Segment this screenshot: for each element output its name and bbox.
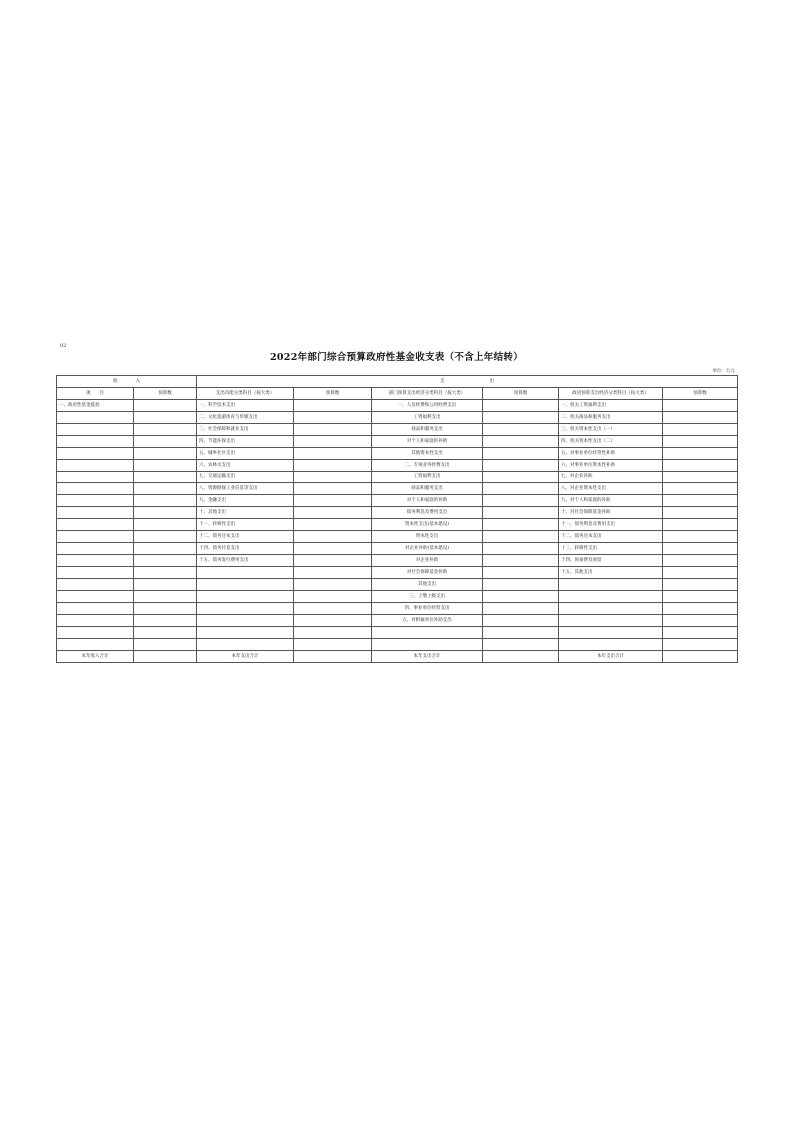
- amount-cell: [663, 650, 738, 662]
- amount-cell: [663, 495, 738, 507]
- income-item-cell: [57, 590, 134, 602]
- table-row: [57, 507, 738, 519]
- amount-cell: [294, 650, 372, 662]
- amount-cell: [663, 602, 738, 614]
- amount-cell: [483, 602, 559, 614]
- income-item-cell: [57, 578, 134, 590]
- amount-cell: [294, 543, 372, 555]
- table-row: [57, 447, 738, 459]
- func-item-cell: 十四、债务付息支出: [197, 543, 294, 555]
- amount-cell: [483, 543, 559, 555]
- table-row: [57, 531, 738, 543]
- amount-cell: [663, 459, 738, 471]
- amount-cell: [663, 423, 738, 435]
- func-total-label: 本年支出合计: [197, 650, 294, 662]
- amount-cell: [134, 590, 197, 602]
- table-row: [57, 435, 738, 447]
- func-item-cell: [197, 590, 294, 602]
- func-item-cell: [197, 578, 294, 590]
- amount-cell: [294, 435, 372, 447]
- col-amount-header: 预算数: [663, 387, 738, 399]
- table-row: [57, 578, 738, 590]
- gov-econ-item-cell: 六、对事业单位资本性补助: [559, 459, 663, 471]
- amount-cell: [294, 399, 372, 411]
- amount-cell: [483, 495, 559, 507]
- dept-econ-item-cell: 三、上缴上级支出: [372, 590, 483, 602]
- gov-econ-item-cell: 三、机关资本性支出（一）: [559, 423, 663, 435]
- income-item-cell: [57, 543, 134, 555]
- amount-cell: [294, 614, 372, 626]
- gov-econ-item-cell: 十三、转移性支出: [559, 543, 663, 555]
- income-item-cell: [57, 471, 134, 483]
- func-item-cell: 八、资源勘探工业信息等支出: [197, 483, 294, 495]
- income-item-cell: [57, 483, 134, 495]
- gov-econ-item-cell: 一、机关工资福利支出: [559, 399, 663, 411]
- amount-cell: [483, 423, 559, 435]
- gov-econ-item-cell: [559, 578, 663, 590]
- amount-cell: [663, 614, 738, 626]
- table-row: [57, 423, 738, 435]
- table-row: [57, 638, 738, 650]
- amount-cell: [294, 447, 372, 459]
- table-row: [57, 567, 738, 579]
- table-row: [57, 399, 738, 411]
- income-item-cell: [57, 626, 134, 638]
- amount-cell: [294, 495, 372, 507]
- amount-cell: [134, 638, 197, 650]
- func-item-cell: 五、城乡社区支出: [197, 447, 294, 459]
- amount-cell: [663, 435, 738, 447]
- amount-cell: [294, 471, 372, 483]
- table-row: [57, 555, 738, 567]
- amount-cell: [483, 638, 559, 650]
- gov-econ-item-cell: 十、对社会保障基金补助: [559, 507, 663, 519]
- amount-cell: [134, 555, 197, 567]
- amount-cell: [483, 567, 559, 579]
- dept-total-label: 本年支出合计: [372, 650, 483, 662]
- amount-cell: [134, 435, 197, 447]
- table-row: [57, 614, 738, 626]
- amount-cell: [294, 602, 372, 614]
- dept-econ-item-cell: 工资福利支出: [372, 471, 483, 483]
- income-item-cell: [57, 567, 134, 579]
- table-row: [57, 543, 738, 555]
- dept-econ-item-cell: 一、人员经费和公用经费支出: [372, 399, 483, 411]
- table-row: [57, 590, 738, 602]
- func-item-cell: 十、其他支出: [197, 507, 294, 519]
- func-item-cell: 九、金融支出: [197, 495, 294, 507]
- budget-table: [56, 375, 738, 663]
- income-item-cell: [57, 555, 134, 567]
- amount-cell: [483, 471, 559, 483]
- income-item-cell: [57, 614, 134, 626]
- dept-econ-item-cell: 对企业补助: [372, 555, 483, 567]
- dept-econ-item-cell: [372, 638, 483, 650]
- amount-cell: [663, 555, 738, 567]
- amount-cell: [134, 471, 197, 483]
- amount-cell: [483, 459, 559, 471]
- income-item-cell: [57, 411, 134, 423]
- dept-econ-item-cell: 其他支出: [372, 578, 483, 590]
- amount-cell: [663, 578, 738, 590]
- gov-econ-item-cell: [559, 614, 663, 626]
- gov-econ-item-cell: 十一、债务利息及费用支出: [559, 519, 663, 531]
- func-item-cell: [197, 602, 294, 614]
- header-row-columns: [57, 387, 738, 399]
- func-item-cell: 三、社会保障和就业支出: [197, 423, 294, 435]
- dept-econ-item-cell: 对社会保障基金补助: [372, 567, 483, 579]
- amount-cell: [663, 590, 738, 602]
- dept-econ-item-cell: 工资福利支出: [372, 411, 483, 423]
- dept-econ-item-cell: 对企业补助(基本建设): [372, 543, 483, 555]
- amount-cell: [134, 567, 197, 579]
- table-row: [57, 519, 738, 531]
- table-row: [57, 483, 738, 495]
- amount-cell: [483, 507, 559, 519]
- amount-cell: [483, 590, 559, 602]
- income-item-cell: [57, 531, 134, 543]
- gov-econ-item-cell: [559, 590, 663, 602]
- gov-econ-item-cell: 七、对企业补助: [559, 471, 663, 483]
- dept-econ-item-cell: 对个人和家庭的补助: [372, 435, 483, 447]
- col-dept-econ-header: 部门预算支出经济分类科目（按大类）: [372, 387, 483, 399]
- amount-cell: [663, 411, 738, 423]
- table-row: [57, 626, 738, 638]
- amount-cell: [294, 590, 372, 602]
- amount-cell: [134, 543, 197, 555]
- amount-cell: [134, 602, 197, 614]
- amount-cell: [483, 531, 559, 543]
- totals-row: [57, 650, 738, 662]
- amount-cell: [483, 650, 559, 662]
- amount-cell: [134, 399, 197, 411]
- dept-econ-item-cell: [372, 626, 483, 638]
- table-body: [57, 376, 738, 663]
- table-row: [57, 602, 738, 614]
- amount-cell: [134, 423, 197, 435]
- dept-econ-item-cell: 资本性支出(基本建设): [372, 519, 483, 531]
- func-item-cell: 十一、转移性支出: [197, 519, 294, 531]
- amount-cell: [483, 483, 559, 495]
- amount-cell: [663, 519, 738, 531]
- col-amount-header: 预算数: [483, 387, 559, 399]
- header-row-group: [57, 376, 738, 388]
- dept-econ-item-cell: 五、对附属单位补助支出: [372, 614, 483, 626]
- table-row: [57, 411, 738, 423]
- amount-cell: [294, 555, 372, 567]
- gov-econ-item-cell: [559, 638, 663, 650]
- amount-cell: [134, 483, 197, 495]
- income-item-cell: 一、政府性基金拨款: [57, 399, 134, 411]
- amount-cell: [294, 626, 372, 638]
- gov-econ-item-cell: 十二、债务还本支出: [559, 531, 663, 543]
- amount-cell: [663, 471, 738, 483]
- amount-cell: [294, 531, 372, 543]
- gov-econ-item-cell: 二、机关商品和服务支出: [559, 411, 663, 423]
- amount-cell: [663, 626, 738, 638]
- gov-econ-item-cell: 十四、预备费及预留: [559, 555, 663, 567]
- col-amount-header: 预算数: [294, 387, 372, 399]
- amount-cell: [483, 411, 559, 423]
- amount-cell: [663, 399, 738, 411]
- income-item-cell: [57, 435, 134, 447]
- income-item-cell: [57, 447, 134, 459]
- amount-cell: [294, 459, 372, 471]
- amount-cell: [294, 507, 372, 519]
- income-item-cell: [57, 459, 134, 471]
- amount-cell: [134, 614, 197, 626]
- expense-header: 支 出: [197, 376, 738, 388]
- amount-cell: [663, 507, 738, 519]
- amount-cell: [134, 578, 197, 590]
- amount-cell: [134, 411, 197, 423]
- amount-cell: [663, 447, 738, 459]
- amount-cell: [134, 626, 197, 638]
- amount-cell: [134, 519, 197, 531]
- amount-cell: [294, 519, 372, 531]
- amount-cell: [483, 578, 559, 590]
- table-row: [57, 471, 738, 483]
- page-title: 2022年部门综合预算政府性基金收支表（不含上年结转）: [269, 352, 524, 363]
- func-item-cell: 六、农林水支出: [197, 459, 294, 471]
- income-item-cell: [57, 519, 134, 531]
- amount-cell: [663, 483, 738, 495]
- income-item-cell: [57, 423, 134, 435]
- gov-econ-item-cell: [559, 602, 663, 614]
- gov-econ-item-cell: 十五、其他支出: [559, 567, 663, 579]
- amount-cell: [134, 495, 197, 507]
- dept-econ-item-cell: 商品和服务支出: [372, 423, 483, 435]
- amount-cell: [294, 411, 372, 423]
- func-item-cell: 二、文化旅游体育与传媒支出: [197, 411, 294, 423]
- func-item-cell: 四、节能环保支出: [197, 435, 294, 447]
- income-item-cell: [57, 602, 134, 614]
- amount-cell: [294, 638, 372, 650]
- amount-cell: [663, 531, 738, 543]
- dept-econ-item-cell: 资本性支出: [372, 531, 483, 543]
- dept-econ-item-cell: 二、专项业务经费支出: [372, 459, 483, 471]
- amount-cell: [294, 567, 372, 579]
- func-item-cell: [197, 567, 294, 579]
- func-item-cell: [197, 626, 294, 638]
- amount-cell: [134, 459, 197, 471]
- amount-cell: [483, 614, 559, 626]
- table-row: [57, 459, 738, 471]
- amount-cell: [483, 626, 559, 638]
- func-item-cell: [197, 614, 294, 626]
- amount-cell: [134, 650, 197, 662]
- dept-econ-item-cell: 商品和服务支出: [372, 483, 483, 495]
- income-header: 收 入: [57, 376, 197, 388]
- dept-econ-item-cell: 对个人和家庭的补助: [372, 495, 483, 507]
- dept-econ-item-cell: 四、事业单位经营支出: [372, 602, 483, 614]
- amount-cell: [294, 423, 372, 435]
- unit-label: 单位：万元: [712, 369, 735, 374]
- amount-cell: [483, 555, 559, 567]
- income-total-label: 本年收入合计: [57, 650, 134, 662]
- table-row: [57, 495, 738, 507]
- amount-cell: [663, 638, 738, 650]
- dept-econ-item-cell: 其他资本性支出: [372, 447, 483, 459]
- amount-cell: [663, 543, 738, 555]
- amount-cell: [134, 447, 197, 459]
- amount-cell: [663, 567, 738, 579]
- amount-cell: [483, 399, 559, 411]
- amount-cell: [294, 578, 372, 590]
- amount-cell: [134, 531, 197, 543]
- gov-econ-item-cell: [559, 626, 663, 638]
- func-item-cell: 十五、债务发行费用支出: [197, 555, 294, 567]
- income-item-cell: [57, 507, 134, 519]
- col-func-header: 支出功能分类科目（按大类）: [197, 387, 294, 399]
- dept-econ-item-cell: 债务利息及费用支出: [372, 507, 483, 519]
- income-item-cell: [57, 638, 134, 650]
- gov-econ-item-cell: 五、对事业单位经常性补助: [559, 447, 663, 459]
- gov-econ-item-cell: 八、对企业资本性支出: [559, 483, 663, 495]
- gov-econ-item-cell: 九、对个人和家庭的补助: [559, 495, 663, 507]
- func-item-cell: 一、科学技术支出: [197, 399, 294, 411]
- col-amount-header: 预算数: [134, 387, 197, 399]
- func-item-cell: 十二、债务还本支出: [197, 531, 294, 543]
- col-gov-econ-header: 政府预算支出经济分类科目（按大类）: [559, 387, 663, 399]
- amount-cell: [483, 447, 559, 459]
- gov-total-label: 本年支出合计: [559, 650, 663, 662]
- amount-cell: [294, 483, 372, 495]
- gov-econ-item-cell: 四、机关资本性支出（二）: [559, 435, 663, 447]
- amount-cell: [483, 435, 559, 447]
- col-item-header: 项 目: [57, 387, 134, 399]
- amount-cell: [483, 519, 559, 531]
- func-item-cell: 七、交通运输支出: [197, 471, 294, 483]
- page-code: 02: [60, 343, 67, 349]
- func-item-cell: [197, 638, 294, 650]
- income-item-cell: [57, 495, 134, 507]
- amount-cell: [134, 507, 197, 519]
